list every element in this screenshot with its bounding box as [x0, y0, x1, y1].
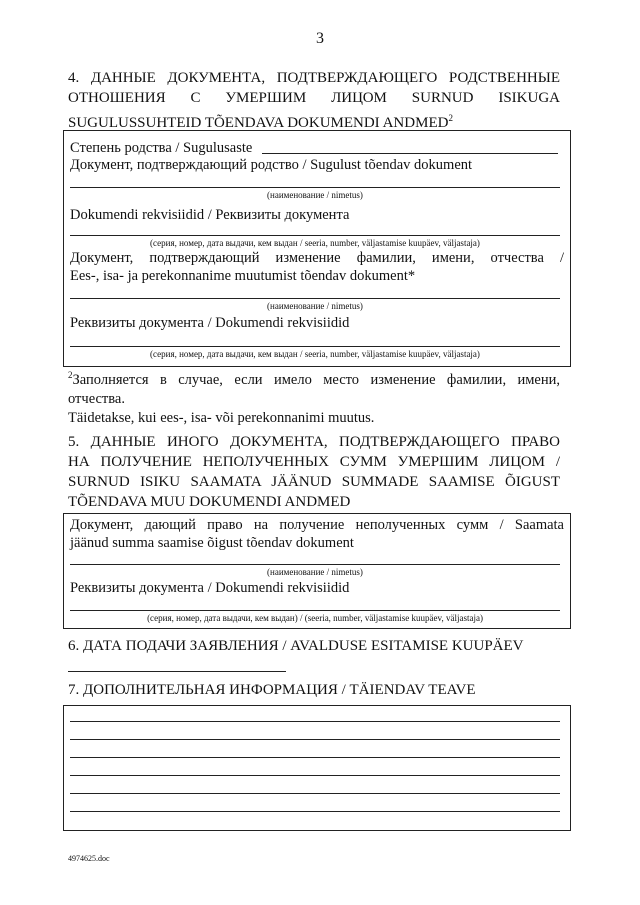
- other-doc-req-field[interactable]: [70, 610, 560, 611]
- name-change-doc-name-field[interactable]: [70, 298, 560, 299]
- name-change-doc-label-line1: Документ, подтверждающий изменение фамилии, имени, отчества /: [70, 250, 564, 266]
- section6-heading: 6. ДАТА ПОДАЧИ ЗАЯВЛЕНИЯ / AVALDUSE ESITAMISE KUUPÄEV: [68, 638, 524, 654]
- section5-heading-line1: 5. ДАННЫЕ ИНОГО ДОКУМЕНТА, ПОДТВЕРЖДАЮЩЕГО ПРАВО: [68, 434, 560, 450]
- section7-heading: 7. ДОПОЛНИТЕЛЬНАЯ ИНФОРМАЦИЯ / TÄIENDAV TEAVE: [68, 682, 476, 698]
- other-doc-name-field[interactable]: [70, 564, 560, 565]
- name-change-name-caption: (наименование / nimetus): [267, 301, 363, 311]
- other-doc-label-line1: Документ, дающий право на получение неполученных сумм / Saamata: [70, 517, 564, 533]
- section5-heading-line4: TÕENDAVA MUU DOKUMENDI ANDMED: [68, 494, 351, 510]
- kinship-doc-name-caption: (наименование / nimetus): [267, 190, 363, 200]
- section4-heading-text3: SUGULUSSUHTEID TÕENDAVA DOKUMENDI ANDMED: [68, 115, 449, 131]
- kinship-field[interactable]: [262, 153, 558, 154]
- footnote: [68, 366, 560, 428]
- section5-heading-line2: НА ПОЛУЧЕНИЕ НЕПОЛУЧЕННЫХ СУММ УМЕРШИМ ЛИЦОМ /: [68, 454, 560, 470]
- footnote-line2: отчества.: [68, 390, 125, 407]
- kinship-req-field[interactable]: [70, 235, 560, 236]
- footnote-text1: Заполняется в случае, если имело место изменение фамилии, имени,: [72, 371, 560, 388]
- section5-box: [63, 513, 571, 629]
- other-doc-req-label: Реквизиты документа / Dokumendi rekvisiidid: [70, 580, 350, 596]
- kinship-req-label: Dokumendi rekvisiidid / Реквизиты документа: [70, 207, 350, 223]
- kinship-req-caption: (серия, номер, дата выдачи, кем выдан / seeria, number, väljastamise kuupäev, väljastaja): [150, 238, 480, 248]
- section5-heading: [68, 432, 560, 512]
- additional-info-line[interactable]: [70, 757, 560, 758]
- footnote-number: 2: [68, 370, 73, 380]
- other-doc-label-line2: jäänud summa saamise õigust tõendav dokument: [70, 535, 354, 551]
- section5-heading-line3: SURNUD ISIKU SAAMATA JÄÄNUD SUMMADE SAAMISE ÕIGUST: [68, 474, 560, 490]
- kinship-label: Степень родства / Sugulusaste: [70, 140, 253, 156]
- other-doc-name-caption: (наименование / nimetus): [267, 567, 363, 577]
- name-change-req-label: Реквизиты документа / Dokumendi rekvisiidid: [70, 315, 350, 331]
- section7-box: [63, 705, 571, 831]
- kinship-doc-label: Документ, подтверждающий родство / Sugulust tõendav dokument: [70, 157, 473, 173]
- additional-info-line[interactable]: [70, 811, 560, 812]
- name-change-req-field[interactable]: [70, 346, 560, 347]
- submission-date-field[interactable]: [68, 671, 286, 672]
- additional-info-line[interactable]: [70, 739, 560, 740]
- name-change-req-caption: (серия, номер, дата выдачи, кем выдан / seeria, number, väljastamise kuupäev, väljastaja): [150, 349, 480, 359]
- footnote-ref: 2: [448, 113, 453, 123]
- other-doc-req-caption: (серия, номер, дата выдачи, кем выдан) / (seeria, number, väljastamise kuupäev, väljastaja): [147, 613, 483, 623]
- doc-id: 4974625.doc: [68, 854, 110, 863]
- page-number: 3: [316, 30, 324, 47]
- additional-info-line[interactable]: [70, 793, 560, 794]
- additional-info-line[interactable]: [70, 721, 560, 722]
- section4-heading: [68, 68, 560, 133]
- name-change-doc-label-line2: Ees-, isa- ja perekonnanime muutumist tõendav dokument*: [70, 268, 416, 284]
- footnote-line1: [68, 366, 560, 390]
- additional-info-line[interactable]: [70, 775, 560, 776]
- section4-box: [63, 130, 571, 367]
- section4-heading-line2: ОТНОШЕНИЯ С УМЕРШИМ ЛИЦОМ SURNUD ISIKUGA: [68, 90, 560, 106]
- section4-heading-line1: 4. ДАННЫЕ ДОКУМЕНТА, ПОДТВЕРЖДАЮЩЕГО РОДСТВЕННЫЕ: [68, 70, 560, 86]
- footnote-line3: Täidetakse, kui ees-, isa- või perekonnanimi muutus.: [68, 409, 375, 426]
- kinship-doc-name-field[interactable]: [70, 187, 560, 188]
